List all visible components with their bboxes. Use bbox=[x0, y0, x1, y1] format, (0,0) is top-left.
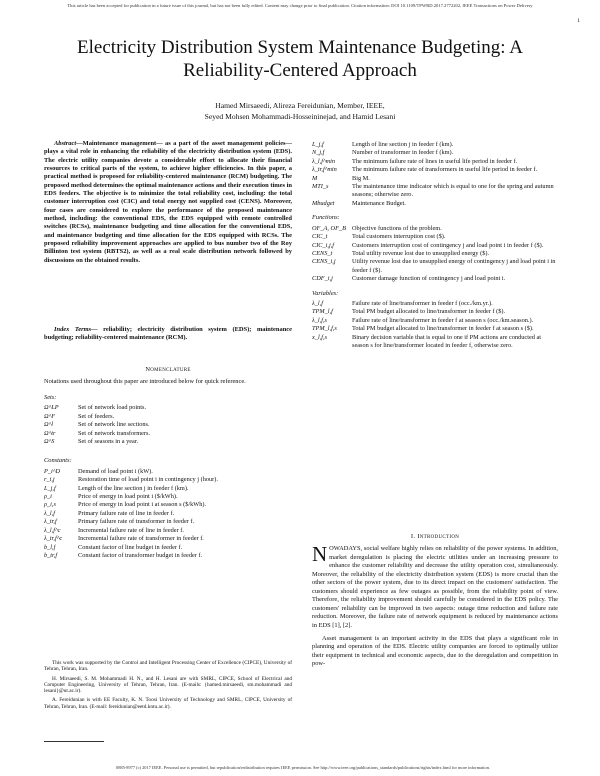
glossary-row bbox=[44, 544, 292, 552]
glossary-row bbox=[44, 468, 292, 476]
glossary-description: Total utility revenue lost due to unsupplied energy ($). bbox=[352, 249, 490, 257]
glossary-description: Objective functions of the problem. bbox=[352, 224, 442, 232]
glossary-description: The maintenance time indicator which is equal to one for the spring and autumn seasons; otherwise zero. bbox=[352, 183, 554, 199]
glossary-symbol: CENS_t bbox=[312, 249, 333, 257]
glossary-row bbox=[312, 334, 558, 351]
glossary-row bbox=[44, 493, 292, 501]
variables-label: Variables: bbox=[312, 289, 339, 297]
glossary-row bbox=[312, 233, 558, 241]
glossary-row bbox=[312, 300, 558, 308]
glossary-row bbox=[312, 166, 558, 174]
glossary-symbol: λ_l,f bbox=[44, 509, 55, 517]
glossary-symbol: MTI_s bbox=[312, 183, 329, 191]
introduction-heading: I. Introduction bbox=[410, 533, 460, 540]
glossary-description: Set of seasons in a year. bbox=[78, 437, 139, 445]
glossary-symbol: λ_tr,f bbox=[44, 518, 57, 526]
glossary-description: Primary failure rate of line in feeder f. bbox=[78, 509, 175, 517]
glossary-row bbox=[44, 518, 292, 526]
glossary-symbol: x_l,f,s bbox=[312, 333, 328, 341]
glossary-description: Set of network line sections. bbox=[78, 421, 150, 429]
glossary-symbol: λ_l,f^c bbox=[44, 526, 61, 534]
glossary-symbol: Ω^l bbox=[44, 421, 53, 429]
glossary-row bbox=[312, 183, 558, 200]
glossary-description: The minimum failure rate of transformers in useful life period in feeder f. bbox=[352, 166, 538, 174]
glossary-description: Constant factor of transformer budget in feeder f. bbox=[78, 551, 203, 559]
functions-label: Functions: bbox=[312, 214, 340, 222]
footnotes bbox=[44, 660, 292, 710]
author-block bbox=[60, 100, 540, 122]
glossary-description: Set of feeders. bbox=[78, 412, 115, 420]
nomenclature-intro: Notations used throughout this paper are introduced below for quick reference. bbox=[44, 378, 246, 386]
glossary-description: Constant factor of line budget in feeder f. bbox=[78, 543, 183, 551]
glossary-row bbox=[44, 476, 292, 484]
footnote-rule bbox=[44, 741, 104, 742]
glossary-description: Big M. bbox=[352, 174, 370, 182]
glossary-symbol: L_j,f bbox=[312, 141, 324, 148]
glossary-description: Failure rate of line/transformer in feeder f at season s (occ./km.season.). bbox=[352, 316, 534, 324]
nomenclature-section bbox=[44, 366, 292, 560]
nomenclature-heading: Nomenclature bbox=[145, 366, 191, 373]
glossary-row bbox=[44, 510, 292, 518]
glossary-description: The minimum failure rate of lines in useful life period in feeder f. bbox=[352, 157, 518, 165]
glossary-row bbox=[312, 141, 558, 149]
glossary-description: Length of the line section j in feeder f (km). bbox=[78, 484, 189, 492]
glossary-row bbox=[44, 413, 292, 421]
glossary-symbol: CIC_t bbox=[312, 233, 328, 241]
sets-list bbox=[44, 404, 292, 446]
glossary-symbol: Ω^F bbox=[44, 412, 56, 420]
functions-list bbox=[312, 225, 558, 284]
abstract-label: Abstract bbox=[54, 140, 77, 147]
abstract-text: —Maintenance management— as a part of the asset management policies— plays a vital role in enhancing the reliability of the electricity distribution system (EDS). The electric utility companies devote a considerable effort to allocate their financial resources to critical parts of the system, to achieve higher efficiencies. In this paper, a practical method is proposed for reliability-centered maintenance (RCM) budgeting. The proposed method determines the optimal maintenance actions and their execution times in EDS feeders. The objective is to minimize the total reliability cost, including: the total customer interruption cost (CIC) and total energy not supplied cost (CENS). Moreover, four cases are considered to explore the performance of the proposed maintenance method, including: the conventional EDS, the EDS equipped with remote controlled switches (RCSs), maintenance budgeting and time allocation for the conventional EDS, and maintenance budgeting and time allocation for the EDS equipped with RCSs. The proposed reliability improvement approaches are applied to bus number two of the Roy Billinton test system (RBTS2), as well as a real scale distribution network followed by discussions on the obtained results. bbox=[44, 140, 292, 264]
glossary-row bbox=[44, 501, 292, 509]
constants-list bbox=[44, 468, 292, 560]
glossary-description: Restoration time of load point i in contingency j (hour). bbox=[78, 476, 218, 484]
sets-label: Sets: bbox=[44, 393, 57, 401]
index-terms-text: — reliability; electricity distribution system (EDS); maintenance budgeting; reliability-centered maintenance (RCM). bbox=[44, 326, 292, 342]
glossary-description: Binary decision variable that is equal to one if PM actions are conducted at season s for line/transformer located in feeder f, otherwise zero. bbox=[352, 333, 542, 350]
glossary-description: Demand of load point i (kW). bbox=[78, 467, 153, 475]
intro-dropcap: N bbox=[312, 542, 328, 567]
glossary-description: Incremental failure rate of transformer in feeder f. bbox=[78, 535, 204, 543]
intro-paragraph-1 bbox=[312, 542, 558, 630]
copyright-footer: 0885-8977 (c) 2017 IEEE. Personal use is permitted, but republication/redistribution requires IEEE permission. See http://www.ieee.org/publications_standards/publications/rights/index.html for more information. bbox=[116, 765, 490, 770]
abstract bbox=[44, 140, 292, 265]
glossary-description: Set of network transformers. bbox=[78, 429, 151, 437]
glossary-symbol: CIC_i,j,f bbox=[312, 241, 335, 249]
glossary-symbol: P_i^D bbox=[44, 467, 60, 475]
glossary-symbol: TPM_l,f,s bbox=[312, 325, 337, 333]
glossary-description: Price of energy in load point i ($/kWh). bbox=[78, 493, 178, 501]
footnote-1: This work was supported by the Control and Intelligent Processing Center of Excellence (CIPCE), University of Tehran, Tehran, Iran. bbox=[44, 660, 292, 673]
glossary-row bbox=[312, 158, 558, 166]
glossary-row bbox=[44, 438, 292, 446]
glossary-symbol: λ_tr,f^c bbox=[44, 535, 63, 543]
glossary-row bbox=[312, 308, 558, 316]
glossary-row bbox=[312, 200, 558, 208]
glossary-row bbox=[312, 317, 558, 325]
glossary-row bbox=[44, 404, 292, 412]
glossary-description: Price of energy in load point i at season s ($/kWh). bbox=[78, 501, 207, 509]
page-number: 1 bbox=[577, 18, 580, 24]
glossary-description: Incremental failure rate of line in feeder f. bbox=[78, 526, 184, 534]
glossary-symbol: Ω^S bbox=[44, 437, 55, 445]
glossary-row bbox=[312, 242, 558, 250]
glossary-description: Customer damage function of contingency j and load point i. bbox=[352, 275, 506, 283]
glossary-symbol: ρ_i,s bbox=[44, 501, 56, 509]
index-terms-label: Index Terms bbox=[54, 326, 92, 333]
glossary-symbol: Ω^tr bbox=[44, 429, 56, 437]
constants-label: Constants: bbox=[44, 457, 72, 465]
right-constants-list bbox=[312, 141, 558, 208]
glossary-row bbox=[44, 485, 292, 493]
glossary-description: Failure rate of line/transformer in feeder f (occ./km.yr.). bbox=[352, 300, 493, 307]
glossary-symbol: Mbudget bbox=[312, 199, 335, 207]
glossary-symbol: CENS_i,j bbox=[312, 258, 336, 266]
glossary-symbol: b_tr,f bbox=[44, 551, 58, 559]
glossary-row bbox=[44, 421, 292, 429]
glossary-row bbox=[312, 175, 558, 183]
nomenclature-continued bbox=[312, 141, 558, 350]
glossary-symbol: Ω^LP bbox=[44, 404, 59, 412]
glossary-row bbox=[44, 552, 292, 560]
variables-list bbox=[312, 300, 558, 350]
footnote-2: H. Mirsaeedi, S. M. Mohammadi H. N., and H. Lesani are with SMRL, CIPCE, School of Electrical and Computer Engineering, University of Tehran, Tehran, Iran. (E-mails: {hamed.mirsaeedi, sm.mohammadi and lesani}@ut.ac.ir). bbox=[44, 675, 292, 695]
author-line-1: Hamed Mirsaeedi, Alireza Fereidunian, Member, IEEE, bbox=[215, 101, 385, 110]
glossary-row bbox=[312, 250, 558, 258]
glossary-symbol: b_l,f bbox=[44, 543, 56, 551]
glossary-description: Customers interruption cost of contingency j and load point i in feeder f ($). bbox=[352, 241, 544, 249]
glossary-symbol: λ_tr,f^min bbox=[312, 166, 337, 174]
glossary-description: Total PM budget allocated to line/transformer in feeder f at season s ($). bbox=[352, 325, 534, 333]
glossary-description: Total customers interruption cost ($). bbox=[352, 233, 446, 241]
glossary-symbol: CDF_i,j bbox=[312, 275, 333, 283]
glossary-row bbox=[312, 275, 558, 283]
glossary-row bbox=[312, 149, 558, 157]
glossary-row bbox=[44, 430, 292, 438]
glossary-row bbox=[312, 258, 558, 275]
glossary-row bbox=[312, 225, 558, 233]
glossary-symbol: N_j,f bbox=[312, 149, 325, 157]
glossary-description: Total PM budget allocated to line/transformer in feeder f ($). bbox=[352, 308, 506, 316]
glossary-row bbox=[312, 325, 558, 333]
journal-banner: This article has been accepted for publication in a future issue of this journal, but has not been fully edited. Content may change prior to final publication. Citation information: DOI 10.1109/TPWRD.2017.2772202, IEEE Transactions on Power Delivery bbox=[67, 3, 533, 8]
glossary-row bbox=[44, 527, 292, 535]
footnote-3: A. Fereidunian is with EE Faculty, K. N. Toosi University of Technology and SMRL, CIPCE, University of Tehran, Tehran, Iran. (E-mail: fereidunian@eetd.kntu.ac.ir). bbox=[44, 697, 292, 710]
glossary-description: Utility revenue lost due to unsupplied energy of contingency j and load point i in feeder f ($). bbox=[352, 258, 556, 274]
intro-paragraph-2: Asset management is an important activity in the EDS that plays a significant role in planning and operation of the EDS. Electric utility companies are forced to optimally utilize their equipment in technical and economic aspects, due to the deregulation and competition in pow- bbox=[312, 634, 558, 668]
author-line-2: Seyed Mohsen Mohammadi-Hosseininejad, and Hamid Lesani bbox=[204, 112, 396, 121]
glossary-description: Primary failure rate of transformer in feeder f. bbox=[78, 518, 195, 526]
glossary-description: Length of line section j in feeder f (km). bbox=[352, 141, 454, 148]
index-terms bbox=[44, 326, 292, 343]
glossary-symbol: λ_l,f,s bbox=[312, 316, 327, 324]
glossary-symbol: r_i,j bbox=[44, 476, 55, 484]
glossary-symbol: λ_l,f bbox=[312, 300, 323, 307]
glossary-symbol: OF_A, OF_B bbox=[312, 224, 346, 232]
glossary-symbol: ρ_i bbox=[44, 493, 52, 501]
glossary-symbol: L_j,f bbox=[44, 484, 56, 492]
glossary-row bbox=[44, 535, 292, 543]
glossary-symbol: M bbox=[312, 174, 318, 182]
introduction-section bbox=[312, 533, 558, 669]
intro-paragraph-1-text: OWADAYS, social welfare highly relies on reliability of the power systems. In addition, market deregulation is placing the electric utilities under an increasing pressure to enhance the customer reliability and decrease the utility operation cost, simultaneously. Moreover, the reliability of the electricity distribution system (EDS) is more crucial than the other sectors of the power system, due to its direct impact on the customers' satisfaction. The customers should experience as few outages as possible, from the reliability point of view. Therefore, the reliability improvement should carefully be considered in the EDS policy. The customers' reliability can be improved in two aspects: outage time reduction and failure rate reduction. Moreover, the failure rate of network equipment is reduced by maintenance actions in EDS [1], [2]. bbox=[312, 545, 558, 629]
glossary-symbol: TPM_l,f bbox=[312, 308, 333, 316]
glossary-description: Set of network load points. bbox=[78, 404, 147, 412]
paper-title: Electricity Distribution System Maintenance Budgeting: A Reliability-Centered Approach bbox=[77, 37, 523, 81]
glossary-description: Number of transformer in feeder f (km). bbox=[352, 149, 454, 157]
glossary-description: Maintenance Budget. bbox=[352, 199, 406, 207]
glossary-symbol: λ_l,f^min bbox=[312, 157, 336, 165]
